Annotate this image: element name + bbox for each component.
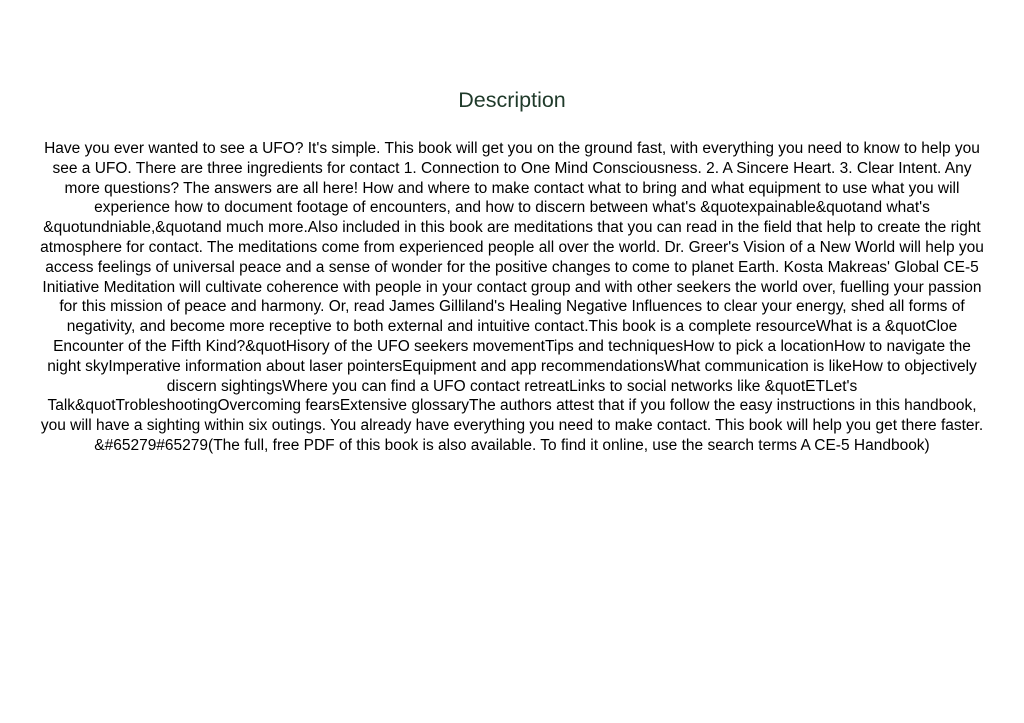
- description-paragraph: Have you ever wanted to see a UFO? It's simple. This book will get you on the ground fast, with everything you need to know to help you see a UFO. There are three ingredients for contact 1. Connection to One Mind Consciousness. 2. A Sincere Heart. 3. Clear Intent. Any more questions? The answers are all here! How and where to make contact what to bring and what equipment to use what you will experience how to document footage of encounters, and how to discern between what's &quotexpainable&quotand what's &quotundniable,&quotand much more.Also included in this book are meditations that you can read in the field that help to create the right atmosphere for contact. The meditations come from experienced people all over the world. Dr. Greer's Vision of a New World will help you access feelings of universal peace and a sense of wonder for the positive changes to come to planet Earth. Kosta Makreas' Global CE-5 Initiative Meditation will cultivate coherence with people in your contact group and with other seekers the world over, fuelling your passion for this mission of peace and harmony. Or, read James Gilliland's Healing Negative Influences to clear your energy, shed all forms of negativity, and become more receptive to both external and intuitive contact.This book is a complete resourceWhat is a &quotCloe Encounter of the Fifth Kind?&quotHisory of the UFO seekers movementTips and techniquesHow to pick a locationHow to navigate the night skyImperative information about laser pointersEquipment and app recommendationsWhat communication is likeHow to objectively discern sightingsWhere you can find a UFO contact retreatLinks to social networks like &quotETLet's Talk&quotTrobleshootingOvercoming fearsExtensive glossaryThe authors attest that if you follow the easy instructions in this handbook, you will have a sighting within six outings. You already have everything you need to make contact. This book will help you get there faster. &#65279#65279(The full, free PDF of this book is also available. To find it online, use the search terms A CE-5 Handbook): [40, 140, 984, 454]
- page-title: Description: [458, 88, 566, 112]
